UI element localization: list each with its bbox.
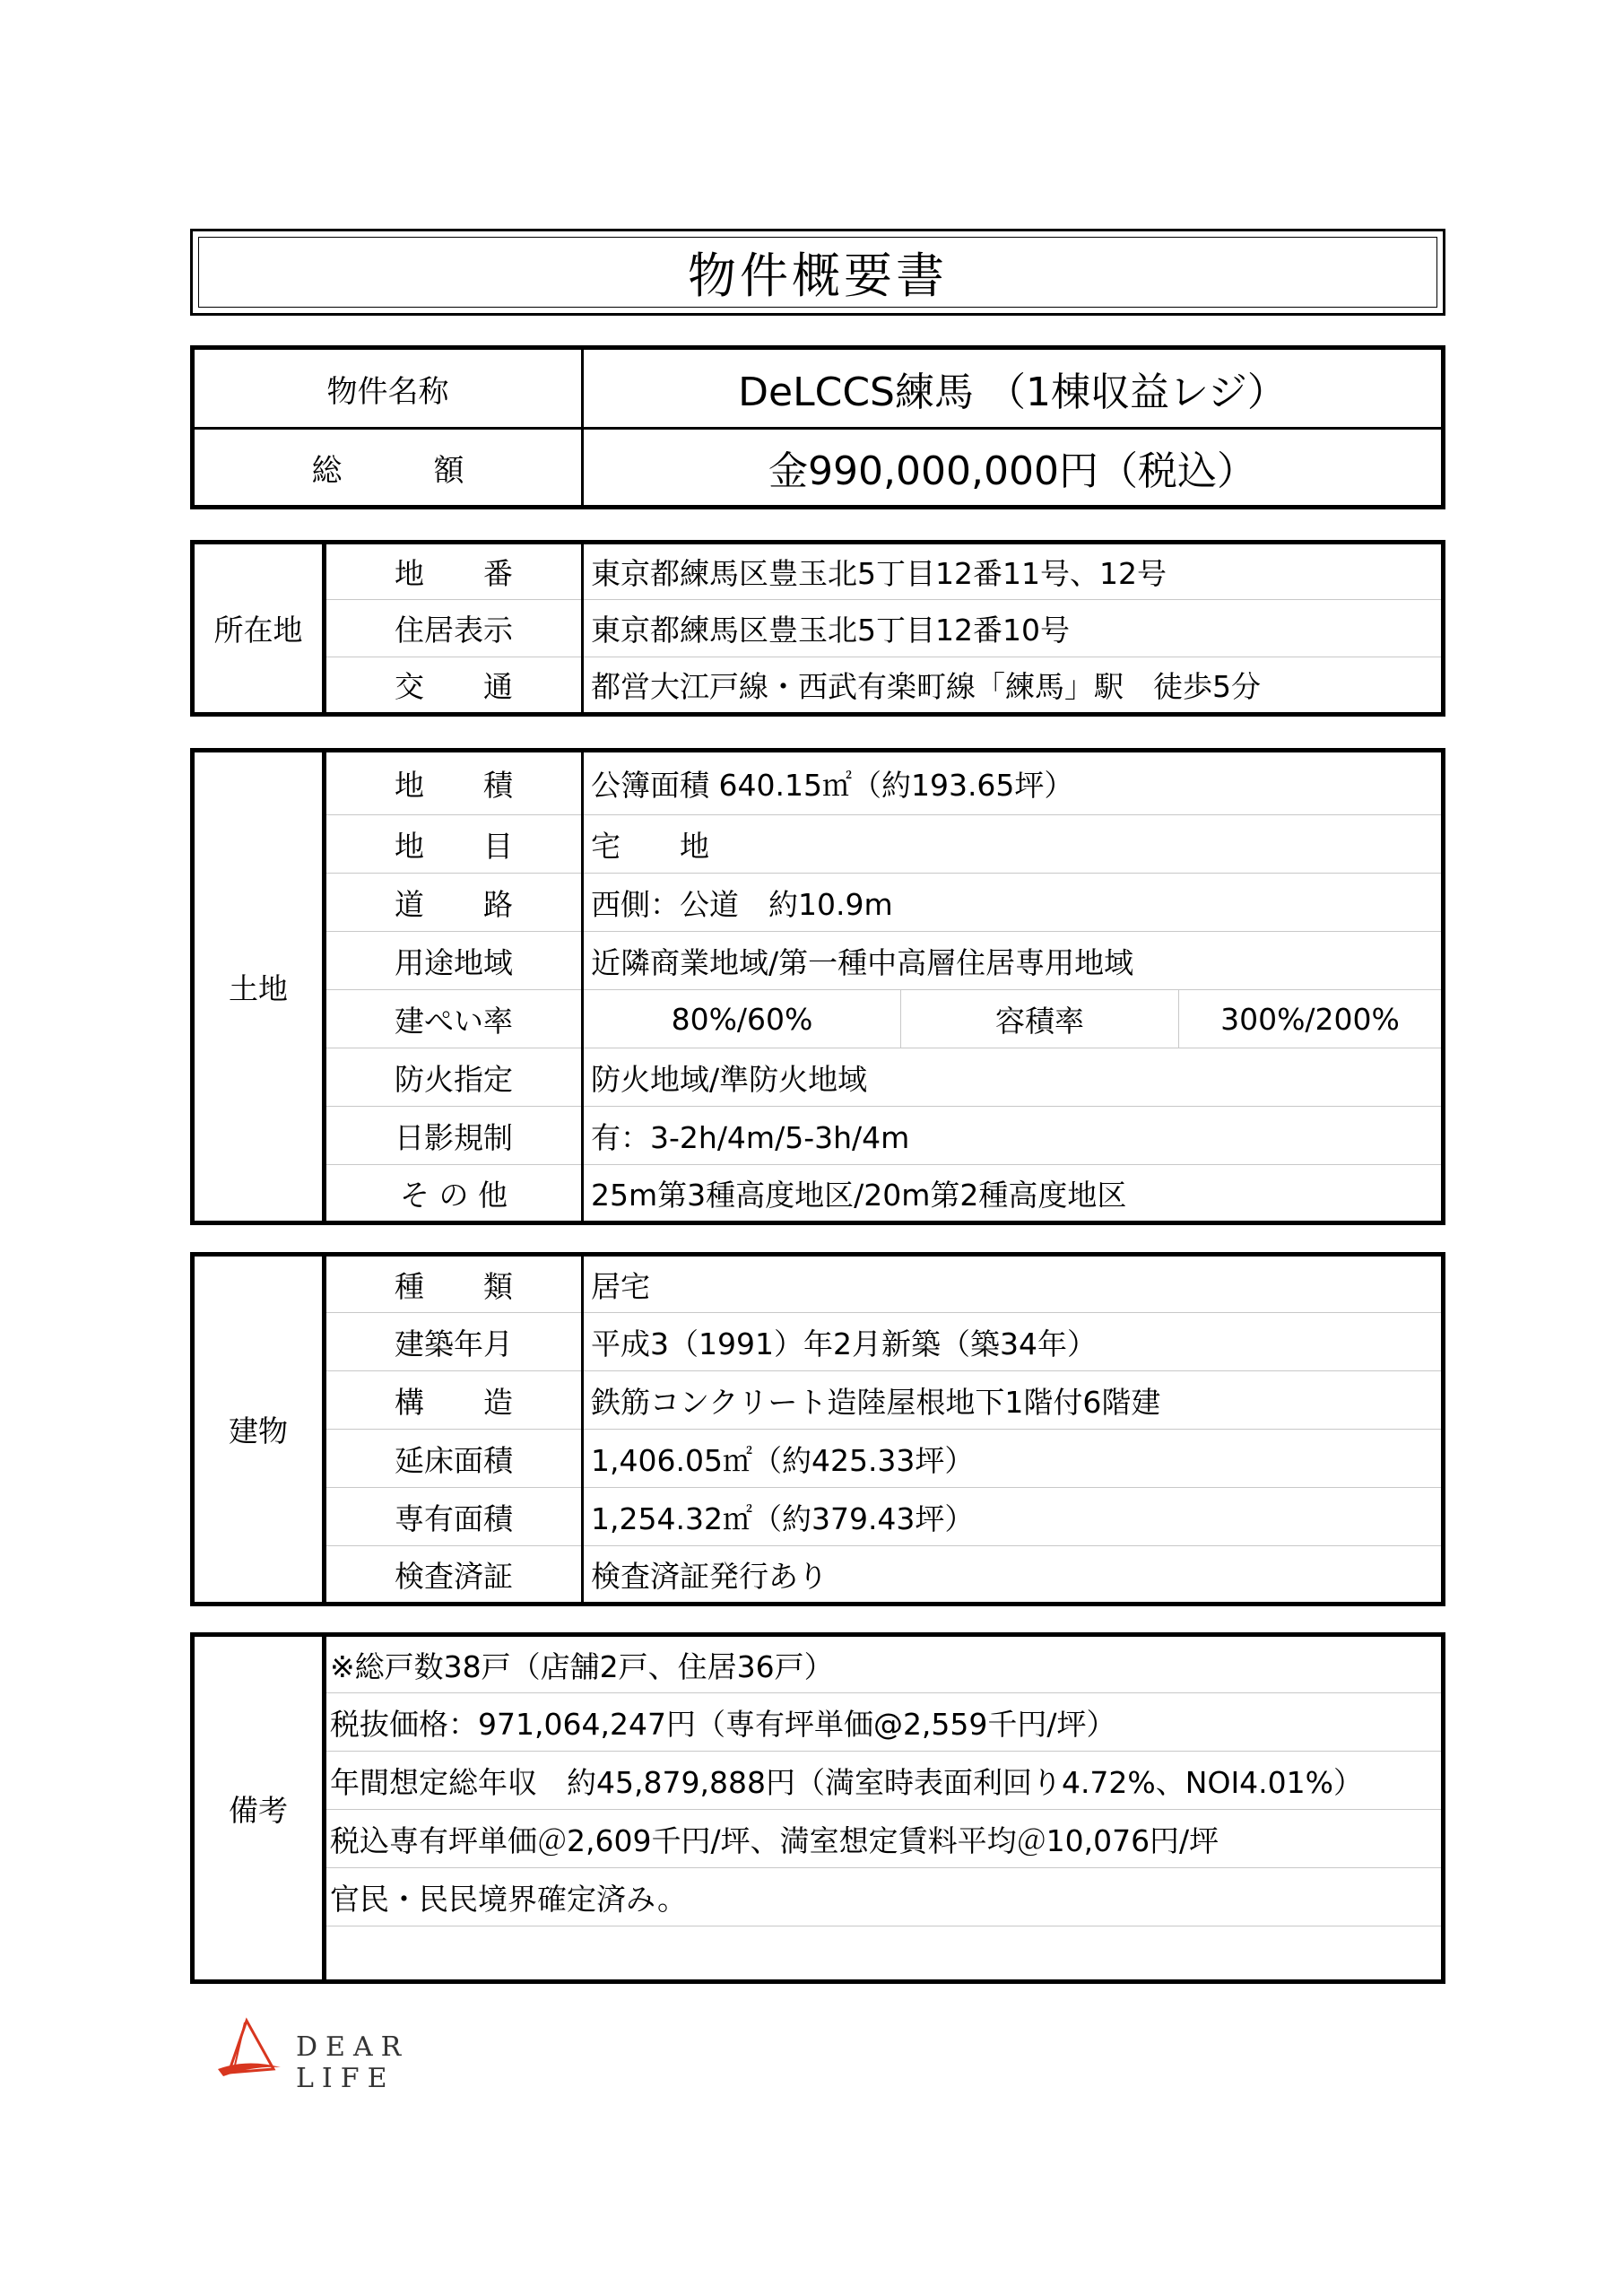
transport-label: 交 通 (325, 657, 583, 715)
road-label: 道 路 (325, 874, 583, 932)
remarks-table (190, 1632, 1445, 1984)
land-table (190, 748, 1445, 1225)
far-value: 300%/200% (1179, 990, 1444, 1048)
shadow-regulation-value: 有：3-2h/4m/5-3h/4m (583, 1107, 1444, 1165)
logo-mark-icon (211, 2013, 291, 2085)
land-category-label: 地 目 (325, 815, 583, 874)
building-table (190, 1252, 1445, 1606)
land-section-label: 土地 (193, 751, 325, 1223)
structure-value: 鉄筋コンクリート造陸屋根地下1階付6階建 (583, 1371, 1444, 1430)
remark-line: 年間想定総年収 約45,879,888円（満室時表面利回り4.72%、NOI4.01%） (325, 1752, 1444, 1810)
total-price-label: 総 額 (193, 429, 583, 508)
document-title: 物件概要書 (198, 237, 1437, 308)
shadow-regulation-label: 日影規制 (325, 1107, 583, 1165)
building-section-label: 建物 (193, 1255, 325, 1605)
inspection-label: 検査済証 (325, 1546, 583, 1605)
title-box (190, 229, 1445, 316)
exclusive-area-value: 1,254.32㎡（約379.43坪） (583, 1488, 1444, 1546)
remark-line (325, 1926, 1444, 1982)
lot-number-label: 地 番 (325, 543, 583, 600)
location-table (190, 540, 1445, 717)
built-date-label: 建築年月 (325, 1313, 583, 1371)
logo-text: DEAR LIFE (296, 2031, 410, 2094)
land-category-value: 宅 地 (583, 815, 1444, 874)
land-other-value: 25m第3種高度地区/20m第2種高度地区 (591, 1177, 1127, 1213)
summary-table (190, 345, 1445, 509)
transport-value: 都営大江戸線・西武有楽町線「練馬」駅 徒歩5分 (591, 669, 1261, 704)
structure-label: 構 造 (325, 1371, 583, 1430)
far-label: 容積率 (901, 990, 1179, 1048)
coverage-value: 80%/60% (583, 990, 901, 1048)
property-name-value: DeLCCS練馬 （1棟収益レジ） (583, 348, 1444, 429)
zoning-label: 用途地域 (325, 932, 583, 990)
remark-line: ※総戸数38戸（店舗2戸、住居36戸） (325, 1635, 1444, 1693)
inspection-value: 検査済証発行あり (591, 1558, 828, 1594)
remarks-section-label: 備考 (193, 1635, 325, 1982)
floor-area-label: 延床面積 (325, 1430, 583, 1488)
building-type-label: 種 類 (325, 1255, 583, 1313)
fire-zone-value: 防火地域/準防火地域 (583, 1048, 1444, 1107)
road-value: 西側：公道 約10.9m (583, 874, 1444, 932)
zoning-value: 近隣商業地域/第一種中高層住居専用地域 (583, 932, 1444, 990)
building-type-value: 居宅 (583, 1255, 1444, 1313)
remark-line: 官民・民民境界確定済み。 (325, 1868, 1444, 1926)
fire-zone-label: 防火指定 (325, 1048, 583, 1107)
built-date-value: 平成3（1991）年2月新築（築34年） (583, 1313, 1444, 1371)
address-value: 東京都練馬区豊玉北5丁目12番10号 (583, 600, 1444, 657)
property-name-label: 物件名称 (193, 348, 583, 429)
remark-line: 税込専有坪単価＠2,609千円/坪、満室想定賃料平均＠10,076円/坪 (325, 1810, 1444, 1868)
land-area-value: 公簿面積 640.15㎡（約193.65坪） (583, 751, 1444, 815)
address-label: 住居表示 (325, 600, 583, 657)
land-other-label: そ の 他 (325, 1165, 583, 1223)
total-price-value: 金990,000,000円（税込） (768, 448, 1256, 494)
floor-area-value: 1,406.05㎡（約425.33坪） (583, 1430, 1444, 1488)
coverage-label: 建ぺい率 (325, 990, 583, 1048)
dear-life-logo (211, 2013, 516, 2094)
land-area-label: 地 積 (325, 751, 583, 815)
remark-line: 税抜価格：971,064,247円（専有坪単価@2,559千円/坪） (325, 1693, 1444, 1752)
location-section-label: 所在地 (193, 543, 325, 715)
lot-number-value: 東京都練馬区豊玉北5丁目12番11号、12号 (583, 543, 1444, 600)
exclusive-area-label: 専有面積 (325, 1488, 583, 1546)
